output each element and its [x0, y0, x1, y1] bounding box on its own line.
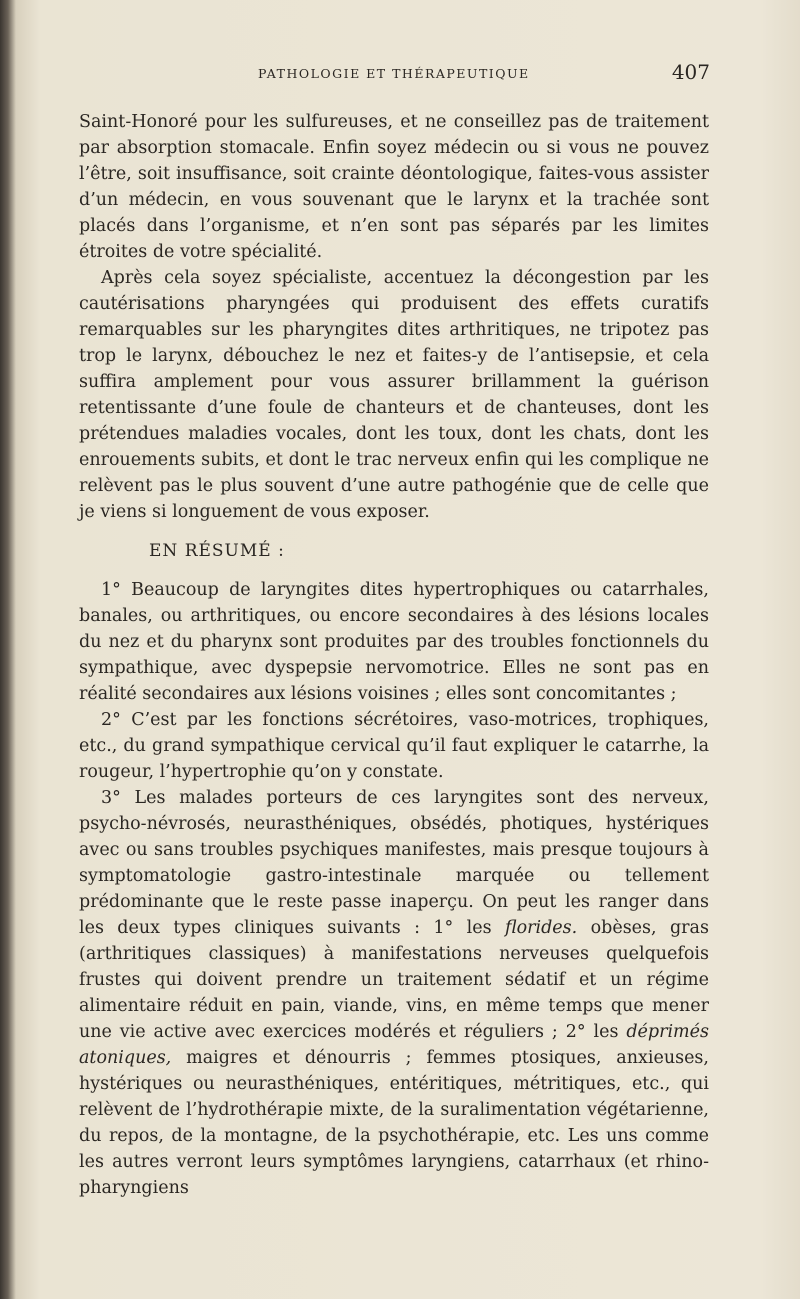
sub-text: les — [593, 1022, 619, 1042]
sub-text: les — [466, 918, 492, 938]
page-header — [78, 60, 710, 90]
sub-term-florides: florides. — [504, 918, 578, 938]
item-text: C’est par les fonctions sécrétoires, vaso-motrices, trophiques, etc., du grand sympathique cervical qu’il faut expliquer le catarrhe, la rougeur, l’hypertrophie qu’on y constate. — [79, 710, 709, 782]
summary-item-1 — [79, 577, 709, 707]
summary-item-3 — [79, 785, 709, 1201]
summary-item-2 — [79, 707, 709, 785]
item-number: 1° — [101, 580, 121, 600]
sub-term-deprimes: déprimés atoniques, — [79, 1022, 709, 1068]
paragraph-1: Saint-Honoré pour les sulfureuses, et ne conseillez pas de traitement par absorption stomacale. Enfin soyez médecin ou si vous ne pouvez l’être, soit insuffisance, soit crainte déontologique, faites-vous assister d’un médecin, en vous souvenant que le larynx et la trachée sont placés dans l’organisme, et n’en sont pas séparés par les limites étroites de votre spécialité. — [79, 112, 709, 262]
paragraph-2: Après cela soyez spécialiste, accentuez la décongestion par les cautérisations pharyngées qui produisent des effets curatifs remarquables sur les pharyngites dites arthritiques, ne tripotez pas trop le larynx, débouchez le nez et faites-y de l’antisepsie, et cela suffira amplement pour vous assurer brillamment la guérison retentissante d’une foule de chanteurs et de chanteuses, dont les prétendues maladies vocales, dont les toux, dont les chats, dont les enrouements subits, et dont le trac nerveux enfin qui les complique ne relèvent pas le plus souvent d’une autre pathogénie que de celle que je viens si longuement de vous exposer. — [79, 268, 709, 522]
item-text: maigres et dénourris ; femmes ptosiques, anxieuses, hystériques ou neurasthéniques, entéritiques, métritiques, etc., qui relèvent de l’hydrothérapie mixte, de la suralimentation végétarienne, du repos, de la montagne, de la psychothérapie, etc. Les uns comme les autres verront leurs symptômes laryngiens, catarrhaux (et rhino-pharyngiens — [79, 1048, 709, 1198]
section-heading: EN RÉSUMÉ : — [149, 541, 285, 561]
sub-number: 2° — [565, 1022, 586, 1042]
body-text — [79, 109, 709, 1201]
item-number: 3° — [101, 788, 121, 808]
page-number: 407 — [671, 60, 710, 84]
item-text: Les malades porteurs de ces laryngites sont des nerveux, psycho-névrosés, neurasthéniques, obsédés, photiques, hystériques avec ou sans troubles psychiques manifestes, mais presque toujours à symptomatologie gastro-intestinale marquée ou tellement prédominante que le reste passe inaperçu. On peut les ranger dans les deux types cliniques suivants : — [79, 788, 709, 938]
item-text: obèses, gras (arthritiques classiques) à manifestations nerveuses quelquefois frustes qui doivent prendre un traitement sédatif et un régime alimentaire réduit en pain, viande, vins, en même temps que mener une vie active avec exercices modérés et réguliers ; — [79, 918, 709, 1042]
running-title: PATHOLOGIE ET THÉRAPEUTIQUE — [258, 66, 530, 81]
item-text: Beaucoup de laryngites dites hypertrophiques ou catarrhales, banales, ou arthritiques, ou encore secondaires à des lésions locales du nez et du pharynx sont produites par des troubles fonctionnels du sympathique, avec dyspepsie nervomotrice. Elles ne sont pas en réalité secondaires aux lésions voisines ; elles sont concomitantes ; — [79, 580, 709, 704]
item-number: 2° — [101, 710, 121, 730]
sub-number: 1° — [433, 918, 454, 938]
